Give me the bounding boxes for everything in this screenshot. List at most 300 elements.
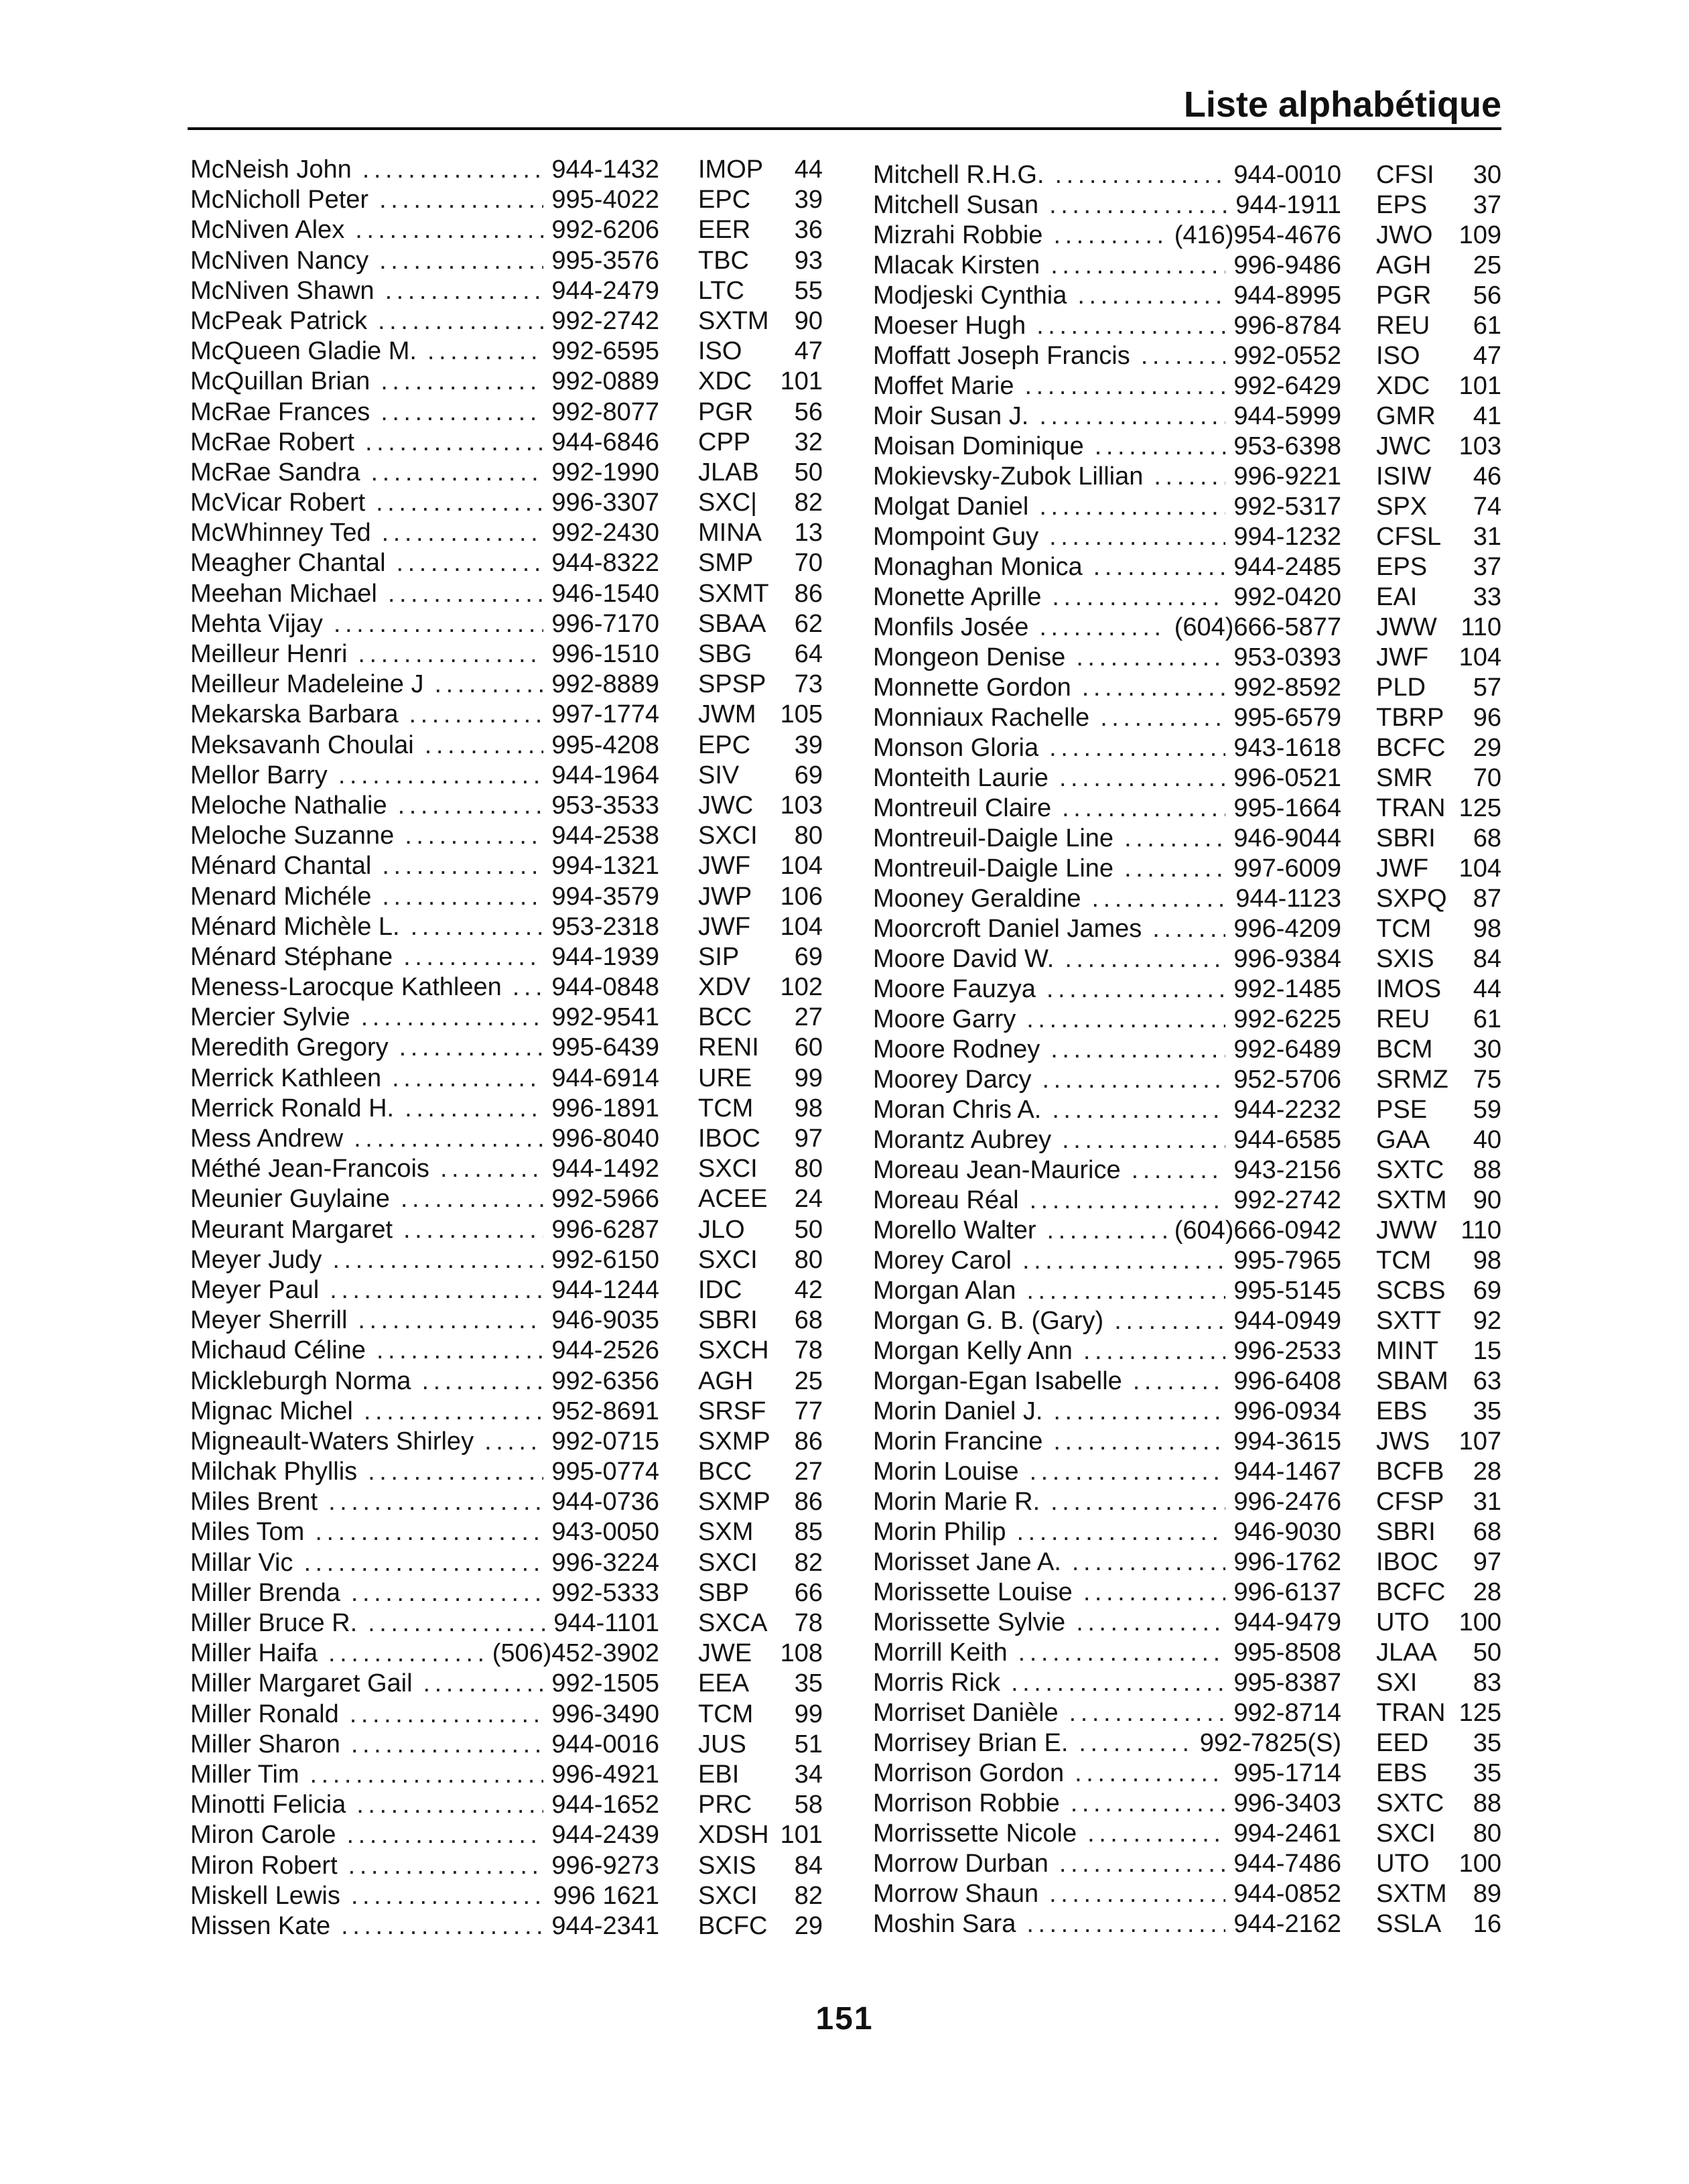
directory-entry (873, 914, 1501, 944)
name-phone-group (873, 1065, 1341, 1095)
entry-number: 37 (1473, 191, 1501, 219)
entry-name: Meyer Paul (190, 1275, 320, 1304)
entry-phone: 944-2341 (551, 1911, 659, 1940)
entry-phone: 992-5333 (551, 1578, 659, 1607)
entry-name: McQuillan Brian (190, 367, 370, 396)
entry-number: 37 (1473, 553, 1501, 581)
name-phone-group (190, 428, 659, 458)
entry-code: BCFC (1376, 734, 1446, 762)
entry-phone: 996-6137 (1233, 1578, 1341, 1606)
entry-code: XDC (1376, 372, 1430, 400)
entry-number: 108 (780, 1639, 823, 1668)
entry-code: JWC (698, 791, 754, 820)
dot-leader (1152, 914, 1225, 944)
entry-number: 80 (794, 822, 823, 850)
entry-phone: 944-8322 (551, 549, 659, 578)
entry-name: Mitchell R.H.G. (873, 161, 1044, 189)
entry-number: 29 (1473, 734, 1501, 762)
entry-number: 83 (1473, 1669, 1501, 1697)
entry-number: 44 (1473, 975, 1501, 1003)
dot-leader (1082, 673, 1226, 703)
entry-number: 104 (1459, 854, 1501, 883)
directory-entry (190, 579, 823, 609)
entry-number: 56 (794, 397, 823, 426)
entry-code: SMP (698, 549, 754, 578)
entry-code: BCC (698, 1003, 752, 1032)
name-phone-group (873, 1306, 1341, 1336)
entry-code: JWF (698, 852, 751, 881)
entry-number: 27 (794, 1458, 823, 1486)
directory-entry (190, 488, 823, 518)
entry-phone: 992-0715 (551, 1427, 659, 1456)
entry-code: SXCI (698, 1548, 758, 1577)
directory-entry (190, 1457, 823, 1487)
dot-leader (1124, 854, 1225, 884)
entry-code: JWS (1376, 1427, 1430, 1456)
entry-code: EBI (698, 1760, 740, 1789)
entry-phone: 996-9384 (1233, 945, 1341, 973)
entry-code: LTC (698, 276, 744, 305)
dot-leader (351, 1730, 544, 1760)
entry-name: Moore Rodney (873, 1035, 1040, 1064)
entry-phone: 996-9221 (1233, 462, 1341, 491)
entry-name: Moffet Marie (873, 372, 1014, 400)
dot-leader (1059, 1849, 1226, 1879)
entry-name: Migneault-Waters Shirley (190, 1427, 474, 1456)
dot-leader (1141, 341, 1226, 371)
directory-entry (873, 1517, 1501, 1547)
name-phone-group (873, 1246, 1341, 1276)
entry-code: SXCI (698, 1245, 758, 1274)
entry-phone: 992-8714 (1233, 1699, 1341, 1727)
entry-code: RENI (698, 1033, 759, 1062)
name-phone-group (190, 185, 659, 215)
entry-name: Moreau Réal (873, 1186, 1019, 1214)
entry-code: ISO (1376, 342, 1420, 370)
entry-name: Miron Robert (190, 1851, 338, 1880)
entry-code: MINA (698, 519, 762, 548)
entry-name: Meurant Margaret (190, 1215, 393, 1244)
dot-leader (1069, 1698, 1226, 1728)
entry-number: 99 (794, 1064, 823, 1092)
dot-leader (381, 397, 543, 428)
entry-number: 41 (1473, 402, 1501, 430)
name-phone-group (190, 1578, 659, 1608)
name-phone-group (873, 763, 1341, 793)
entry-number: 102 (780, 973, 823, 1002)
directory-entry (873, 1457, 1501, 1487)
dot-leader (1052, 1095, 1225, 1125)
entry-phone: 996-1762 (1233, 1548, 1341, 1576)
name-phone-group (873, 311, 1341, 341)
directory-entry (190, 428, 823, 458)
entry-name: Mitchell Susan (873, 191, 1039, 219)
entry-phone: 995-0774 (551, 1458, 659, 1486)
entry-code: EPS (1376, 191, 1428, 219)
entry-code: JWC (1376, 432, 1432, 460)
entry-phone: 995-4022 (551, 186, 659, 214)
entry-name: Meunier Guylaine (190, 1185, 390, 1214)
dot-leader (484, 1427, 543, 1457)
entry-name: Menard Michéle (190, 882, 372, 911)
directory-entry (873, 1758, 1501, 1789)
entry-code: SIV (698, 761, 740, 789)
name-phone-group (190, 1397, 659, 1427)
entry-number: 109 (1459, 221, 1501, 249)
entry-phone: 996-3307 (551, 489, 659, 517)
entry-number: 77 (794, 1397, 823, 1425)
directory-entry (873, 824, 1501, 854)
dot-leader (513, 972, 544, 1003)
entry-code: BCFB (1376, 1458, 1444, 1486)
entry-phone: 944-8995 (1233, 281, 1341, 310)
dot-leader (355, 215, 543, 245)
dot-leader (332, 1245, 543, 1275)
entry-phone: 944-1244 (551, 1275, 659, 1304)
entry-code: JWO (1376, 221, 1433, 249)
directory-entry (873, 1336, 1501, 1366)
entry-number: 35 (794, 1669, 823, 1698)
name-phone-group (190, 458, 659, 488)
entry-name: Miskell Lewis (190, 1881, 340, 1910)
entry-number: 24 (794, 1185, 823, 1214)
name-phone-group (873, 1005, 1341, 1035)
name-phone-group (190, 1033, 659, 1063)
directory-entry (190, 1487, 823, 1517)
dot-leader (1053, 220, 1166, 251)
entry-phone: 944-2526 (551, 1336, 659, 1365)
dot-leader (379, 246, 543, 276)
entry-number: 59 (1473, 1096, 1501, 1124)
entry-phone: 996-4921 (551, 1760, 659, 1789)
entry-code: PGR (698, 397, 754, 426)
entry-code: ISIW (1376, 462, 1432, 491)
entry-number: 36 (794, 216, 823, 245)
dot-leader (328, 1639, 484, 1669)
entry-code: CFSI (1376, 161, 1434, 189)
directory-entry (190, 1790, 823, 1820)
entry-phone: 992-5317 (1233, 493, 1341, 521)
entry-name: Morrison Robbie (873, 1789, 1060, 1817)
entry-phone: 944-1964 (551, 761, 659, 789)
entry-phone: 992-6595 (551, 337, 659, 366)
name-phone-group (190, 1457, 659, 1487)
dot-leader (1022, 1246, 1225, 1276)
name-phone-group (190, 1911, 659, 1941)
name-phone-group (873, 1125, 1341, 1155)
entry-name: Monette Aprille (873, 583, 1042, 611)
name-phone-group (873, 854, 1341, 884)
entry-number: 15 (1473, 1337, 1501, 1365)
entry-name: Meilleur Henri (190, 640, 348, 668)
entry-phone: 996-9273 (551, 1851, 659, 1880)
entry-phone: 944-1939 (551, 942, 659, 971)
entry-phone: 996-0934 (1233, 1397, 1341, 1425)
entry-code: SXTM (1376, 1880, 1447, 1908)
entry-name: Monfils Josée (873, 613, 1029, 641)
name-phone-group (190, 1730, 659, 1760)
entry-code: SBRI (1376, 824, 1436, 852)
entry-number: 105 (780, 700, 823, 729)
entry-phone: 992-9541 (551, 1003, 659, 1032)
directory-entry (190, 1427, 823, 1457)
name-phone-group (873, 1608, 1341, 1638)
entry-name: Mehta Vijay (190, 609, 323, 638)
entry-number: 89 (1473, 1880, 1501, 1908)
directory-entry (873, 1035, 1501, 1065)
entry-code: JLAA (1376, 1639, 1437, 1667)
entry-code: SPSP (698, 670, 766, 699)
entry-name: Monnette Gordon (873, 673, 1071, 702)
name-phone-group (190, 761, 659, 791)
entry-name: Monaghan Monica (873, 553, 1083, 581)
directory-entry (190, 1245, 823, 1275)
entry-phone: 995-6579 (1233, 704, 1341, 732)
entry-number: 82 (794, 1548, 823, 1577)
entry-number: 87 (1473, 885, 1501, 913)
entry-phone: 992-6429 (1233, 372, 1341, 400)
entry-code: UTO (1376, 1850, 1430, 1878)
entry-phone: 996-6287 (551, 1215, 659, 1244)
entry-phone: 944-2162 (1233, 1910, 1341, 1938)
directory-entry (190, 1578, 823, 1608)
entry-phone: 953-3533 (551, 791, 659, 820)
directory-entry (873, 1698, 1501, 1728)
entry-name: Meagher Chantal (190, 549, 386, 578)
entry-number: 39 (794, 186, 823, 214)
name-phone-group (873, 944, 1341, 974)
directory-entry (873, 1366, 1501, 1397)
dot-leader (356, 1790, 543, 1820)
entry-phone: 996-8040 (551, 1125, 659, 1153)
entry-name: Mickleburgh Norma (190, 1366, 411, 1395)
entry-number: 73 (794, 670, 823, 699)
directory-entry (190, 1669, 823, 1699)
entry-number: 82 (794, 489, 823, 517)
name-phone-group (873, 1487, 1341, 1517)
name-phone-group (190, 1003, 659, 1033)
entry-phone: 992-6225 (1233, 1005, 1341, 1033)
entry-number: 70 (1473, 764, 1501, 792)
name-phone-group (190, 1699, 659, 1730)
entry-number: 30 (1473, 161, 1501, 189)
directory-entry (873, 1095, 1501, 1125)
dot-leader (405, 1094, 543, 1124)
name-phone-group (873, 1457, 1341, 1487)
entry-code: SXMP (698, 1488, 770, 1517)
entry-name: Morrison Gordon (873, 1759, 1065, 1787)
entry-name: Mignac Michel (190, 1397, 353, 1425)
entry-name: McQueen Gladie M. (190, 337, 417, 366)
entry-code: JWP (698, 882, 752, 911)
entry-number: 78 (794, 1336, 823, 1365)
entry-phone: 996-9486 (1233, 251, 1341, 279)
dot-leader (358, 1305, 543, 1336)
entry-code: SBRI (698, 1306, 758, 1335)
directory-entry (190, 185, 823, 215)
dot-leader (1051, 1487, 1225, 1517)
entry-number: 35 (1473, 1397, 1501, 1425)
directory-entry (873, 1276, 1501, 1306)
name-phone-group (190, 579, 659, 609)
dot-leader (388, 579, 544, 609)
entry-code: TRAN (1376, 794, 1446, 822)
directory-entry (873, 1306, 1501, 1336)
dot-leader (1049, 1879, 1225, 1909)
entry-code: CFSP (1376, 1488, 1444, 1516)
entry-code: SBAM (1376, 1367, 1448, 1395)
entry-name: Morisset Jane A. (873, 1548, 1061, 1576)
dot-leader (1072, 1547, 1226, 1578)
entry-name: Morgan-Egan Isabelle (873, 1367, 1122, 1395)
entry-number: 107 (1459, 1427, 1501, 1456)
dot-leader (1095, 432, 1226, 462)
dot-leader (403, 942, 543, 972)
entry-number: 28 (1473, 1578, 1501, 1606)
entry-number: 100 (1459, 1608, 1501, 1636)
entry-name: Morrill Keith (873, 1639, 1008, 1667)
directory-entry (873, 763, 1501, 793)
directory-entry (190, 518, 823, 548)
name-phone-group (873, 1819, 1341, 1849)
name-phone-group (190, 1790, 659, 1820)
entry-phone: 944-2538 (551, 822, 659, 850)
dot-leader (382, 882, 543, 912)
directory-entry (190, 1033, 823, 1063)
name-phone-group (190, 1154, 659, 1184)
name-phone-group (873, 703, 1341, 733)
entry-code: SBRI (1376, 1518, 1436, 1546)
directory-entry (873, 492, 1501, 522)
entry-name: Morris Rick (873, 1669, 1000, 1697)
entry-phone: 953-2318 (551, 912, 659, 941)
entry-phone: 992-2742 (551, 306, 659, 335)
entry-name: McNiven Alex (190, 216, 345, 245)
entry-phone: 944-6846 (551, 428, 659, 456)
entry-number: 68 (1473, 824, 1501, 852)
entry-phone: 944-2232 (1233, 1096, 1341, 1124)
dot-leader (1024, 371, 1225, 401)
entry-code: SXTM (698, 306, 769, 335)
dot-leader (1087, 1819, 1225, 1849)
name-phone-group (873, 522, 1341, 552)
directory-entry (873, 1246, 1501, 1276)
name-phone-group (190, 912, 659, 942)
directory-entry (190, 1094, 823, 1124)
entry-number: 110 (1461, 613, 1501, 641)
entry-number: 101 (780, 1821, 823, 1850)
entry-number: 82 (794, 1881, 823, 1910)
directory-entry (190, 609, 823, 639)
dot-leader (1075, 1758, 1225, 1789)
name-phone-group (873, 1698, 1341, 1728)
entry-number: 69 (794, 942, 823, 971)
entry-code: SXCI (698, 1155, 758, 1183)
name-phone-group (190, 488, 659, 518)
directory-entry (873, 854, 1501, 884)
entry-number: 90 (1473, 1186, 1501, 1214)
entry-name: Mess Andrew (190, 1125, 344, 1153)
entry-name: Mekarska Barbara (190, 700, 399, 729)
entry-name: Montreuil Claire (873, 794, 1052, 822)
entry-code: JWW (1376, 613, 1437, 641)
entry-code: SXTC (1376, 1156, 1444, 1184)
dot-leader (405, 821, 543, 851)
entry-number: 57 (1473, 673, 1501, 702)
entry-name: McRae Sandra (190, 458, 360, 487)
name-phone-group (190, 1124, 659, 1154)
dot-leader (315, 1517, 543, 1547)
entry-name: Mizrahi Robbie (873, 221, 1043, 249)
directory-entry (873, 1578, 1501, 1608)
name-phone-group (873, 1276, 1341, 1306)
entry-code: GMR (1376, 402, 1436, 430)
entry-phone: 944-1432 (551, 155, 659, 184)
entry-name: Miller Brenda (190, 1578, 340, 1607)
name-phone-group (190, 1275, 659, 1305)
entry-code: PRC (698, 1791, 752, 1819)
entry-code: TCM (698, 1094, 754, 1122)
directory-entry (873, 371, 1501, 401)
entry-phone: 944-1911 (1235, 191, 1341, 219)
dot-leader (392, 1064, 543, 1094)
entry-name: Morrow Shaun (873, 1880, 1039, 1908)
entry-number: 74 (1473, 493, 1501, 521)
entry-phone: 944-2439 (551, 1821, 659, 1850)
name-phone-group (873, 1185, 1341, 1216)
name-phone-group (190, 1487, 659, 1517)
directory-entry (190, 821, 823, 851)
directory-entry (873, 1065, 1501, 1095)
name-phone-group (873, 914, 1341, 944)
entry-phone: 996-2476 (1233, 1488, 1341, 1516)
name-phone-group (190, 1820, 659, 1850)
entry-phone: 996-3403 (1233, 1789, 1341, 1817)
directory-entry (873, 281, 1501, 311)
directory-entry (190, 1851, 823, 1881)
entry-name: Morin Louise (873, 1458, 1019, 1486)
entry-number: 75 (1473, 1066, 1501, 1094)
entry-phone: 996-3490 (551, 1699, 659, 1728)
dot-leader (1049, 190, 1227, 220)
directory-column-left (190, 155, 823, 1941)
directory-entry (873, 884, 1501, 914)
entry-code: JWW (1376, 1216, 1437, 1244)
entry-number: 86 (794, 1488, 823, 1517)
entry-phone: 996 1621 (553, 1881, 659, 1910)
entry-code: EPS (1376, 553, 1428, 581)
directory-entry (873, 974, 1501, 1005)
entry-phone: 996-1510 (551, 640, 659, 668)
entry-phone: 994-2461 (1233, 1819, 1341, 1848)
entry-number: 51 (794, 1730, 823, 1758)
dot-leader (1079, 1728, 1191, 1758)
dot-leader (1076, 1608, 1225, 1638)
entry-number: 96 (1473, 704, 1501, 732)
entry-name: Modjeski Cynthia (873, 281, 1067, 310)
entry-phone: 995-1714 (1233, 1759, 1341, 1787)
entry-number: 80 (794, 1155, 823, 1183)
dot-leader (1051, 251, 1225, 281)
entry-number: 97 (794, 1125, 823, 1153)
entry-name: Meloche Suzanne (190, 822, 395, 850)
entry-name: Moore David W. (873, 945, 1055, 973)
entry-number: 31 (1473, 523, 1501, 551)
directory-entry (190, 246, 823, 276)
name-phone-group (873, 1578, 1341, 1608)
entry-name: Meilleur Madeleine J (190, 670, 424, 699)
name-phone-group (190, 1366, 659, 1397)
